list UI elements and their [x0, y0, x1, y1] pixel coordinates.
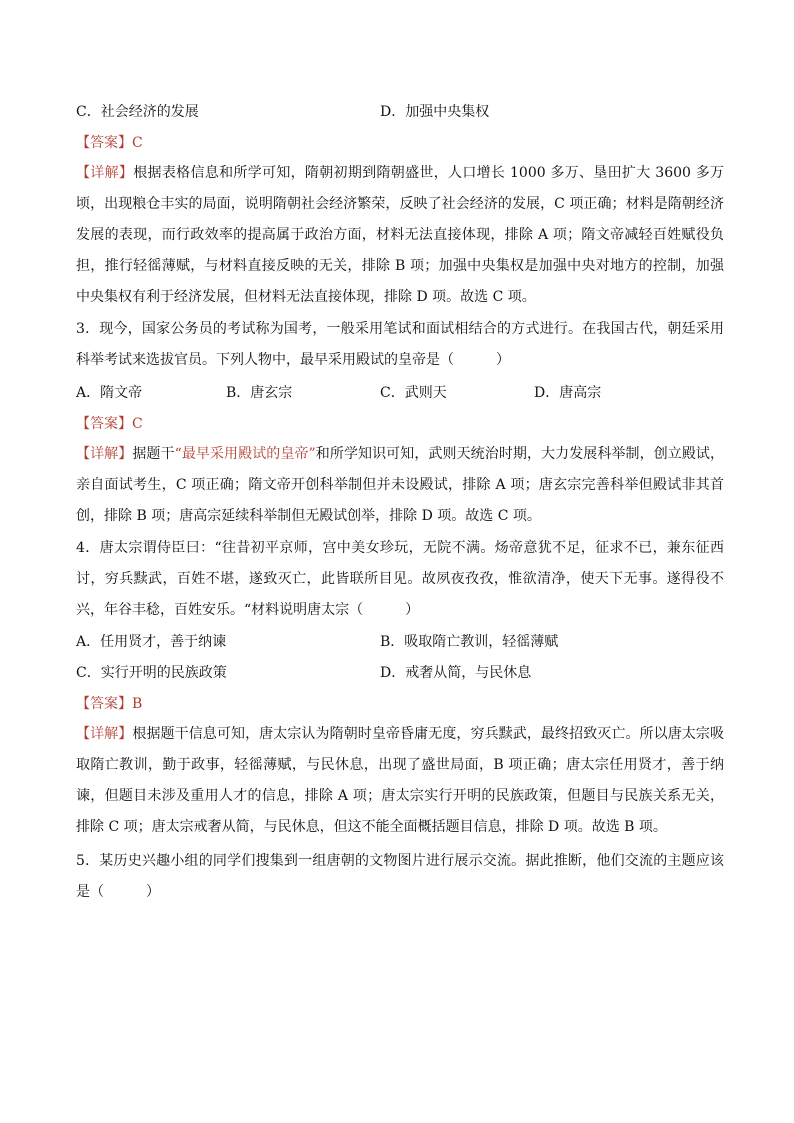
- q3-answer: [76, 414, 726, 434]
- q2-option-c: C．社会经济的发展: [76, 104, 199, 120]
- answer-tag: 【答案】: [76, 416, 132, 432]
- q2-detail: [76, 158, 724, 313]
- answer-tag: 【答案】: [76, 135, 132, 151]
- detail-text: 根据题干信息可知，唐太宗认为隋朝时皇帝昏庸无度，穷兵黩武，最终招致灭亡。所以唐太宗吸取隋亡教训，勤于政事，轻徭薄赋，与民休息，出现了盛世局面，B 项正确；唐太宗任用贤才，善于纳谏，但题目未涉及重用人才的信息，排除 A 项；唐太宗实行开明的民族政策，但题目与民族关系无关，排除 C 项；唐太宗戒奢从简，与民休息，但这不能全面概括题目信息，排除 D 项。故选 B 项。: [76, 726, 725, 835]
- detail-tag: 【详解】: [76, 726, 133, 742]
- q3-option-a: A．隋文帝: [76, 385, 143, 401]
- q4-detail: [76, 719, 724, 843]
- detail-text-pre: 据题干: [132, 446, 175, 462]
- answer-value: C: [132, 416, 143, 432]
- q4-option-b: B．吸取隋亡教训，轻徭薄赋: [380, 634, 559, 650]
- q5-stem: 5．某历史兴趣小组的同学们搜集到一组唐朝的文物图片进行展示交流。据此推断，他们交流的主题应该是（ ）: [76, 853, 724, 900]
- q3-option-d: D．唐高宗: [534, 385, 602, 401]
- q3-detail: [76, 439, 724, 532]
- q3-stem: 3．现今，国家公务员的考试称为国考，一般采用笔试和面试相结合的方式进行。在我国古代，朝廷采用科举考试来选拔官员。下列人物中，最早采用殿试的皇帝是（ ）: [76, 321, 724, 368]
- q4-option-a: A．任用贤才，善于纳谏: [76, 634, 227, 650]
- detail-quote: “最早采用殿试的皇帝”: [174, 446, 316, 462]
- q4-answer: [76, 694, 726, 714]
- q2-option-d: D．加强中央集权: [380, 104, 490, 120]
- q4-stem: 4．唐太宗谓侍臣曰：“往昔初平京师，宫中美女珍玩，无院不满。炀帝意犹不足，征求不已，兼东征西讨，穷兵黩武，百姓不堪，遂致灭亡，此皆联所目见。故夙夜孜孜，惟欲清净，使天下无事。遂得役不兴，年谷丰稔，百姓安乐。“材料说明唐太宗（ ）: [76, 540, 724, 618]
- answer-tag: 【答案】: [76, 696, 132, 712]
- detail-tag: 【详解】: [76, 446, 133, 462]
- q3-option-b: B．唐玄宗: [226, 385, 293, 401]
- answer-value: C: [132, 135, 143, 151]
- detail-tag: 【详解】: [76, 165, 134, 181]
- detail-text: 根据表格信息和所学可知，隋朝初期到隋朝盛世，人口增长 1000 多万、垦田扩大 3600 多万顷，出现粮仓丰实的局面，说明隋朝社会经济繁荣，反映了社会经济的发展，C 项正确；材料是隋朝经济发展的表现，而行政效率的提高属于政治方面，材料无法直接体现，排除 A 项；隋文帝减轻百姓赋役负担，推行轻徭薄赋，与材料直接反映的无关，排除 B 项；加强中央集权是加强中央对地方的控制，加强中央集权有利于经济发展，但材料无法直接体现，排除 D 项。故选 C 项。: [76, 165, 724, 305]
- q4-option-d: D．戒奢从简，与民休息: [380, 665, 532, 681]
- answer-value: B: [132, 696, 143, 712]
- q3-option-c: C．武则天: [380, 385, 447, 401]
- q2-answer: [76, 133, 726, 153]
- q4-option-c: C．实行开明的民族政策: [76, 665, 227, 681]
- detail-text-post: 和所学知识可知，武则天统治时期，大力发展科举制，创立殿试，亲自面试考生，C 项正确；隋文帝开创科举制但并未设殿试，排除 A 项；唐玄宗完善科举但殿试非其首创，排除 B 项；唐高宗延续科举制但无殿试创举，排除 D 项。故选 C 项。: [76, 446, 725, 524]
